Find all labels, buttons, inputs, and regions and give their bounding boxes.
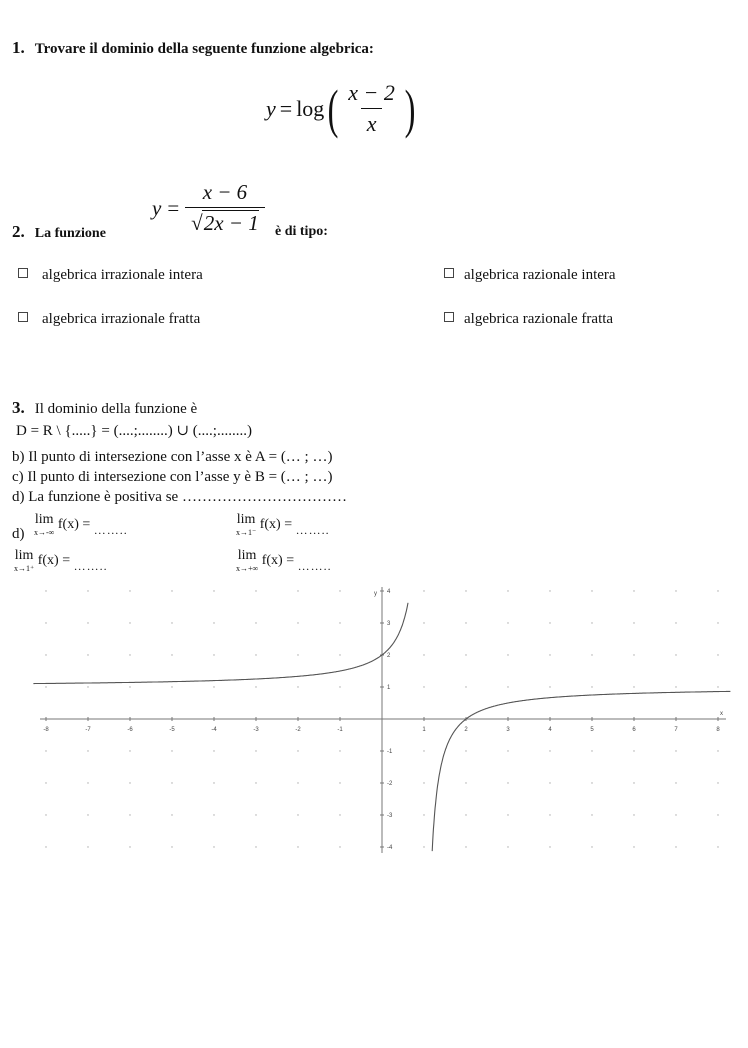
limit-function: f(x) = (261, 553, 295, 569)
q2-denominator (185, 207, 265, 236)
curve-left-branch (33, 603, 408, 684)
limit-item (236, 549, 332, 574)
grid-dot (87, 814, 88, 815)
q3-line-c: c) Il punto di intersezione con l’asse y è B = (… ; …) (12, 469, 333, 485)
q2-option-2[interactable] (444, 267, 616, 284)
lim-subscript: x→1⁻ (236, 528, 257, 537)
grid-dot (87, 846, 88, 847)
q2-radicand: 2x − 1 (203, 211, 259, 235)
limit-answer-blank[interactable]: …….. (73, 559, 108, 574)
q2-eq: = (167, 195, 180, 220)
grid-dot (255, 814, 256, 815)
q2-option-1[interactable] (18, 267, 203, 284)
q2-option-label: algebrica razionale fratta (464, 311, 614, 327)
x-axis-label: x (720, 711, 723, 717)
grid-dot (549, 782, 550, 783)
y-tick-label: -2 (387, 781, 393, 787)
grid-dot (213, 750, 214, 751)
x-tick-label: -5 (169, 727, 175, 733)
grid-dot (339, 782, 340, 783)
grid-dot (507, 846, 508, 847)
grid-dot (423, 590, 424, 591)
y-tick-label: -4 (387, 845, 393, 851)
x-tick-label: -1 (337, 727, 343, 733)
grid-dot (507, 750, 508, 751)
grid-dot (465, 590, 466, 591)
x-tick-label: -6 (127, 727, 133, 733)
limit-item (236, 513, 330, 538)
q1-numerator: x − 2 (348, 80, 395, 105)
grid-dot (297, 622, 298, 623)
grid-dot (465, 782, 466, 783)
grid-dot (675, 654, 676, 655)
grid-dot (633, 590, 634, 591)
q1-formula (266, 80, 419, 137)
grid-dot (45, 654, 46, 655)
grid-dot (255, 654, 256, 655)
grid-dot (339, 654, 340, 655)
grid-dot (213, 686, 214, 687)
limit-answer-blank[interactable]: …….. (295, 523, 330, 538)
grid-dot (171, 782, 172, 783)
y-tick-label: 4 (387, 589, 391, 595)
grid-dot (255, 590, 256, 591)
grid-dot (297, 654, 298, 655)
q2-option-label: algebrica irrazionale fratta (42, 311, 201, 327)
grid-dot (507, 686, 508, 687)
grid-dot (507, 782, 508, 783)
x-tick-label: -3 (253, 727, 259, 733)
limit-operator (236, 549, 258, 573)
grid-dot (633, 750, 634, 751)
x-tick-label: 4 (548, 727, 552, 733)
q1-number: 1. (12, 38, 25, 57)
grid-dot (717, 622, 718, 623)
q1-fraction (342, 80, 401, 137)
grid-dot (549, 590, 550, 591)
limit-answer-blank[interactable]: …….. (297, 559, 332, 574)
grid-dot (675, 686, 676, 687)
grid-dot (129, 814, 130, 815)
grid-dot (213, 654, 214, 655)
grid-dot (633, 782, 634, 783)
q2-option-4[interactable] (444, 311, 613, 328)
q2-option-label: algebrica razionale intera (464, 267, 616, 283)
x-tick-label: -2 (295, 727, 301, 733)
grid-dot (591, 846, 592, 847)
checkbox-icon[interactable] (444, 312, 454, 322)
grid-dot (465, 622, 466, 623)
x-tick-label: 5 (590, 727, 594, 733)
grid-dot (45, 814, 46, 815)
grid-dot (633, 686, 634, 687)
grid-dot (675, 782, 676, 783)
q2-fraction (185, 180, 265, 236)
grid-dot (675, 750, 676, 751)
grid-dot (45, 622, 46, 623)
grid-dot (675, 590, 676, 591)
q2-numerator: x − 6 (202, 180, 248, 204)
grid-dot (339, 846, 340, 847)
grid-dot (591, 622, 592, 623)
grid-dot (423, 782, 424, 783)
grid-dot (213, 814, 214, 815)
grid-dot (465, 750, 466, 751)
grid-dot (129, 654, 130, 655)
q1-denominator: x (361, 108, 383, 137)
grid-dot (339, 686, 340, 687)
limit-item (34, 513, 128, 538)
grid-dot (465, 686, 466, 687)
grid-dot (297, 750, 298, 751)
x-tick-label: 7 (674, 727, 678, 733)
grid-dot (339, 814, 340, 815)
q2-suffix: è di tipo: (275, 224, 328, 239)
grid-dot (423, 686, 424, 687)
grid-dot (129, 686, 130, 687)
grid-dot (423, 814, 424, 815)
grid-dot (45, 590, 46, 591)
lim-word: lim (237, 548, 257, 563)
lim-subscript: x→-∞ (34, 528, 55, 537)
lim-subscript: x→+∞ (236, 564, 259, 573)
grid-dot (171, 654, 172, 655)
checkbox-icon[interactable] (18, 312, 28, 322)
grid-dot (297, 590, 298, 591)
grid-dot (87, 654, 88, 655)
grid-dot (465, 846, 466, 847)
grid-dot (255, 686, 256, 687)
grid-dot (633, 814, 634, 815)
radical-sign: √ (191, 211, 203, 235)
grid-dot (507, 654, 508, 655)
q2-lhs: y (152, 195, 162, 220)
function-graph (0, 585, 748, 860)
x-tick-label: -7 (85, 727, 91, 733)
q1-open-paren: ( (327, 78, 339, 139)
lim-word: lim (34, 512, 54, 527)
grid-dot (171, 686, 172, 687)
limit-function: f(x) = (259, 517, 293, 533)
q1-heading (12, 38, 374, 58)
grid-dot (129, 590, 130, 591)
grid-dot (255, 782, 256, 783)
grid-dot (171, 814, 172, 815)
grid-dot (129, 750, 130, 751)
grid-dot (717, 846, 718, 847)
grid-dot (423, 654, 424, 655)
grid-dot (717, 654, 718, 655)
checkbox-icon[interactable] (18, 268, 28, 278)
grid-dot (87, 782, 88, 783)
x-tick-label: 3 (506, 727, 510, 733)
grid-dot (423, 846, 424, 847)
grid-dot (591, 590, 592, 591)
grid-dot (465, 814, 466, 815)
grid-dot (633, 654, 634, 655)
grid-dot (717, 814, 718, 815)
q3-line-d: d) La funzione è positiva se …………………………… (12, 489, 347, 505)
grid-dot (129, 782, 130, 783)
grid-dot (213, 846, 214, 847)
grid-dot (213, 622, 214, 623)
q1-close-paren: ) (404, 78, 416, 139)
q1-text: Trovare il dominio della seguente funzione algebrica: (34, 41, 374, 57)
x-tick-label: 2 (464, 727, 468, 733)
y-tick-label: -3 (387, 813, 393, 819)
lim-word: lim (236, 512, 256, 527)
q2-option-label: algebrica irrazionale intera (42, 267, 203, 283)
q2-option-3[interactable] (18, 311, 200, 328)
grid-dot (717, 590, 718, 591)
q2-prefix: La funzione (34, 226, 106, 241)
grid-dot (171, 846, 172, 847)
q3-number: 3. (12, 398, 25, 417)
grid-dot (549, 686, 550, 687)
q1-log: log (296, 95, 325, 121)
grid-dot (591, 686, 592, 687)
y-tick-label: 1 (387, 685, 391, 691)
grid-dot (591, 782, 592, 783)
grid-dot (423, 622, 424, 623)
grid-dot (465, 654, 466, 655)
grid-dot (549, 846, 550, 847)
grid-dot (549, 622, 550, 623)
limit-operator (236, 513, 256, 537)
grid-dot (717, 686, 718, 687)
grid-dot (255, 750, 256, 751)
x-tick-label: 6 (632, 727, 636, 733)
limit-operator (34, 513, 54, 537)
q2-formula (152, 180, 265, 236)
y-tick-label: 2 (387, 653, 391, 659)
x-tick-label: 8 (716, 727, 720, 733)
q3-d-label: d) (12, 526, 25, 542)
grid-dot (87, 686, 88, 687)
grid-dot (255, 622, 256, 623)
grid-dot (633, 622, 634, 623)
grid-dot (45, 750, 46, 751)
limit-answer-blank[interactable]: …….. (93, 523, 128, 538)
grid-dot (549, 654, 550, 655)
grid-dot (87, 590, 88, 591)
checkbox-icon[interactable] (444, 268, 454, 278)
grid-dot (675, 846, 676, 847)
lim-subscript: x→1⁺ (14, 564, 35, 573)
grid-dot (549, 814, 550, 815)
limit-operator (14, 549, 34, 573)
y-axis-label: y (374, 591, 377, 597)
grid-dot (339, 750, 340, 751)
q3-intro: Il dominio della funzione è (34, 401, 198, 417)
grid-dot (339, 622, 340, 623)
q3-heading (12, 398, 197, 418)
grid-dot (297, 782, 298, 783)
grid-dot (633, 846, 634, 847)
grid-dot (297, 846, 298, 847)
grid-dot (675, 814, 676, 815)
q2-number: 2. (12, 222, 25, 241)
grid-dot (591, 654, 592, 655)
grid-dot (549, 750, 550, 751)
grid-dot (591, 814, 592, 815)
limit-item (14, 549, 108, 574)
grid-dot (213, 590, 214, 591)
grid-dot (171, 622, 172, 623)
q3-domain-line: D = R \ {.....} = (....;........) ∪ (....;........) (16, 423, 252, 439)
x-tick-label: -4 (211, 727, 217, 733)
grid-dot (423, 750, 424, 751)
y-tick-label: 3 (387, 621, 391, 627)
grid-dot (717, 750, 718, 751)
q1-lhs: y (266, 95, 276, 121)
grid-dot (45, 846, 46, 847)
grid-dot (171, 750, 172, 751)
q3-line-b: b) Il punto di intersezione con l’asse x è A = (… ; …) (12, 449, 333, 465)
grid-dot (339, 590, 340, 591)
lim-word: lim (14, 548, 34, 563)
grid-dot (717, 782, 718, 783)
grid-dot (45, 686, 46, 687)
grid-dot (297, 686, 298, 687)
grid-dot (129, 622, 130, 623)
x-tick-label: -8 (43, 727, 49, 733)
grid-dot (255, 846, 256, 847)
grid-dot (87, 750, 88, 751)
curve-right-branch (432, 691, 730, 851)
grid-dot (507, 590, 508, 591)
grid-dot (213, 782, 214, 783)
grid-dot (591, 750, 592, 751)
x-tick-label: 1 (422, 727, 426, 733)
grid-dot (171, 590, 172, 591)
grid-dot (507, 814, 508, 815)
grid-dot (507, 622, 508, 623)
limit-function: f(x) = (37, 553, 71, 569)
q2-heading (12, 222, 106, 242)
grid-dot (675, 622, 676, 623)
y-tick-label: -1 (387, 749, 393, 755)
grid-dot (297, 814, 298, 815)
grid-dot (45, 782, 46, 783)
grid-dot (129, 846, 130, 847)
q1-eq: = (279, 95, 293, 121)
limit-function: f(x) = (57, 517, 91, 533)
grid-dot (87, 622, 88, 623)
